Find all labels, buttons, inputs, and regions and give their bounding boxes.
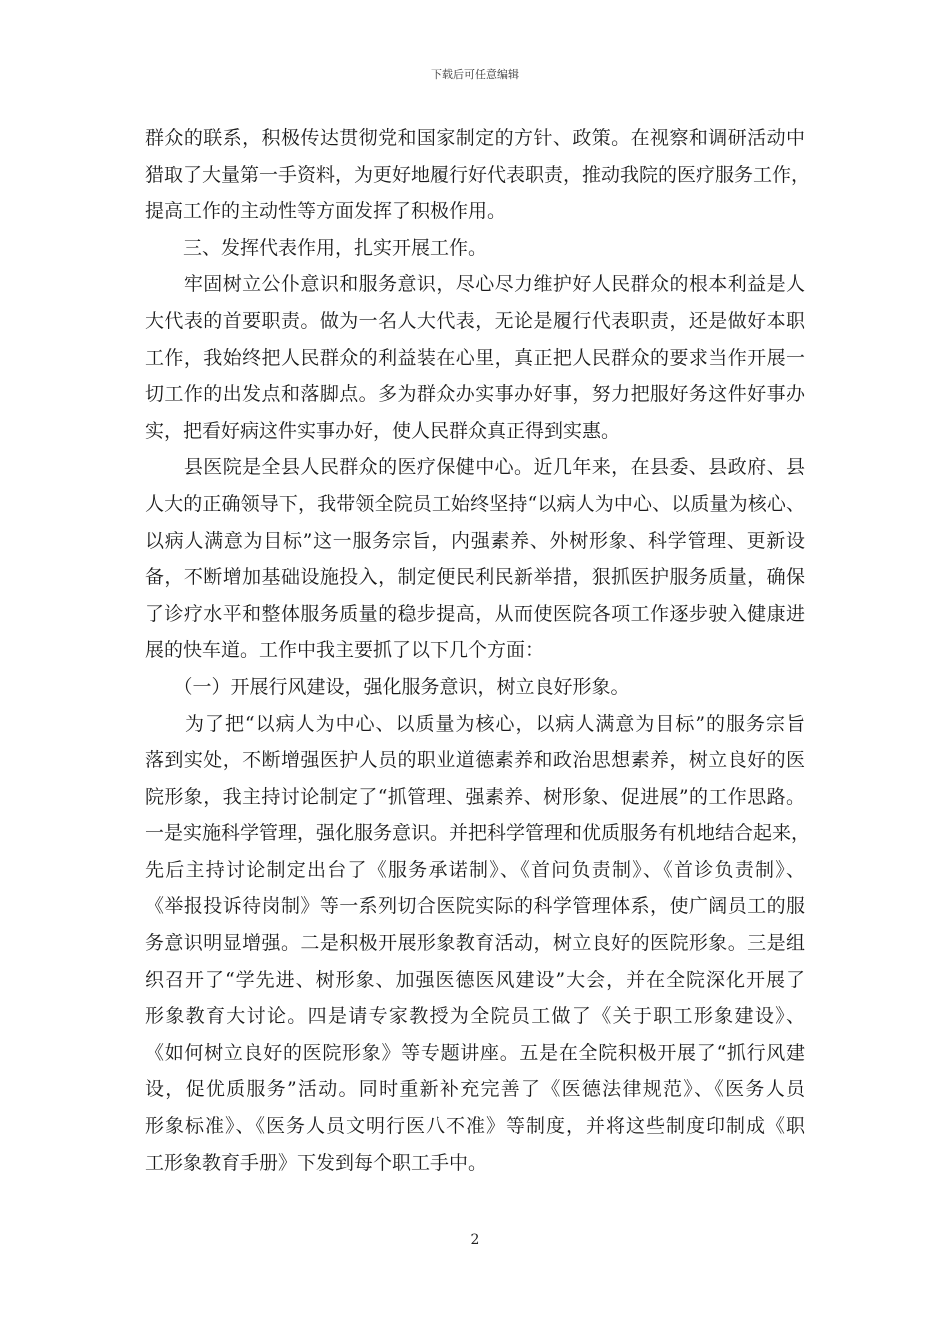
- text-line: 以病人满意为目标”这一服务宗旨，内强素养、外树形象、科学管理、更新设: [145, 529, 805, 552]
- text-line: 牢固树立公仆意识和服务意识，尽心尽力维护好人民群众的根本利益是人: [145, 273, 805, 296]
- text-line: 三、发挥代表作用，扎实开展工作。: [145, 236, 488, 259]
- text-line: 备，不断增加基础设施投入，制定便民利民新举措，狠抓医护服务质量，确保: [145, 566, 805, 589]
- text-line: 大代表的首要职责。做为一名人大代表，无论是履行代表职责，还是做好本职: [145, 309, 805, 332]
- text-line: 了诊疗水平和整体服务质量的稳步提高，从而使医院各项工作逐步驶入健康进: [145, 602, 805, 625]
- text-line: （一）开展行风建设，强化服务意识，树立良好形象。: [145, 675, 630, 698]
- text-line: 院形象，我主持讨论制定了“抓管理、强素养、树形象、促进展”的工作思路。: [145, 785, 805, 808]
- text-line: 形象教育大讨论。四是请专家教授为全院员工做了《关于职工形象建设》、: [145, 1005, 805, 1028]
- text-line: 落到实处，不断增强医护人员的职业道德素养和政治思想素养，树立良好的医: [145, 749, 805, 772]
- text-line: 一是实施科学管理，强化服务意识。并把科学管理和优质服务有机地结合起来，: [145, 822, 811, 845]
- text-line: 县医院是全县人民群众的医疗保健中心。近几年来，在县委、县政府、县: [145, 456, 805, 479]
- text-line: 切工作的出发点和落脚点。多为群众办实事办好事，努力把服好务这件好事办: [145, 383, 805, 406]
- text-line: 务意识明显增强。二是积极开展形象教育活动，树立良好的医院形象。三是组: [145, 932, 805, 955]
- text-line: 猎取了大量第一手资料，为更好地履行好代表职责，推动我院的医疗服务工作，: [145, 163, 811, 186]
- text-line: 《如何树立良好的医院形象》等专题讲座。五是在全院积极开展了“抓行风建: [145, 1041, 805, 1064]
- text-line: 展的快车道。工作中我主要抓了以下几个方面：: [145, 639, 545, 662]
- text-line: 先后主持讨论制定出台了《服务承诺制》、《首问负责制》、《首诊负责制》、: [145, 858, 805, 881]
- text-line: 群众的联系，积极传达贯彻党和国家制定的方针、政策。在视察和调研活动中: [145, 127, 805, 149]
- text-line: 实，把看好病这件实事办好，使人民群众真正得到实惠。: [145, 419, 621, 442]
- page-header: 下载后可任意编辑: [431, 68, 519, 81]
- page-number: 2: [470, 1232, 480, 1248]
- text-line: 工作，我始终把人民群众的利益装在心里，真正把人民群众的要求当作开展一: [145, 346, 805, 369]
- text-line: 工形象教育手册》下发到每个职工手中。: [145, 1151, 488, 1174]
- text-line: 设，促优质服务”活动。同时重新补充完善了《医德法律规范》、《医务人员: [145, 1078, 805, 1101]
- document-body: [145, 120, 811, 1181]
- text-line: 形象标准》、《医务人员文明行医八不准》等制度，并将这些制度印制成《职: [145, 1115, 805, 1138]
- text-line: 人大的正确领导下，我带领全院员工始终坚持“以病人为中心、以质量为核心、: [145, 492, 805, 515]
- text-line: 《举报投诉待岗制》等一系列切合医院实际的科学管理体系，使广阔员工的服: [145, 895, 805, 918]
- text-line: 提高工作的主动性等方面发挥了积极作用。: [145, 200, 507, 223]
- text-line: 为了把“以病人为中心、以质量为核心，以病人满意为目标”的服务宗旨: [145, 712, 805, 735]
- text-line: 织召开了“学先进、树形象、加强医德医风建设”大会，并在全院深化开展了: [145, 968, 805, 991]
